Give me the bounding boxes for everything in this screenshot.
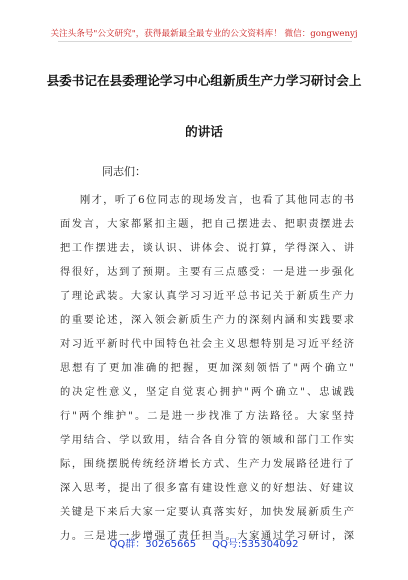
- footer-qq-number: QQ号:535304092: [212, 539, 299, 550]
- footer-contact: [0, 535, 408, 550]
- header-banner: 关注头条号"公文研究"，获得最新最全最专业的公文资料库！ 微信：gongwenyj: [50, 29, 358, 39]
- body-line: 刚才，听了6位同志的现场发言，也看了其他同志的书: [80, 195, 354, 206]
- greeting: 同志们：: [102, 165, 146, 178]
- body-line: 际，围绕摆脱传统经济增长方式、生产力发展路径进行了: [60, 459, 354, 470]
- document-title: 县委书记在县委理论学习中心组新质生产力学习研讨会上: [46, 73, 362, 88]
- header-divider: [58, 41, 352, 42]
- body-line: 关键是下来后大家一定要认真落实好，加快发展新质生产: [60, 507, 354, 518]
- document-title-continued: 的讲话: [185, 124, 223, 139]
- footer-qq-group: QQ群：30265665: [109, 539, 197, 550]
- body-line: 学用结合、学以致用，结合各自分管的领域和部门工作实: [60, 435, 354, 446]
- body-line: 力。三是进一步增强了责任担当。大家通过学习研讨，深: [60, 531, 354, 542]
- body-line: 深入思考，提出了很多富有建设性意义的好想法、好建议: [60, 483, 354, 494]
- body-line: 面发言，大家都紧扣主题，把自己摆进去、把职责摆进去: [60, 219, 354, 230]
- body-line: 得很好，达到了预期。主要有三点感受：一是进一步强化: [60, 267, 354, 278]
- body-line: 思想有了更加准确的把握，更加深刻领悟了"两个确立": [60, 363, 354, 374]
- body-line: 行"两个维护"。二是进一步找准了方法路径。大家坚持: [60, 411, 354, 422]
- body-line: 的重要论述，深入领会新质生产力的深刻内涵和实践要求: [60, 315, 354, 326]
- body-line: 对习近平新时代中国特色社会主义思想特别是习近平经济: [60, 339, 354, 350]
- body-line: 了理论武装。大家认真学习习近平总书记关于新质生产力: [60, 291, 354, 302]
- body-line: 把工作摆进去，谈认识、讲体会、说打算，学得深入、讲: [60, 243, 354, 254]
- body-line: 的决定性意义，坚定自觉衷心拥护"两个确立"、忠诚践: [60, 387, 354, 398]
